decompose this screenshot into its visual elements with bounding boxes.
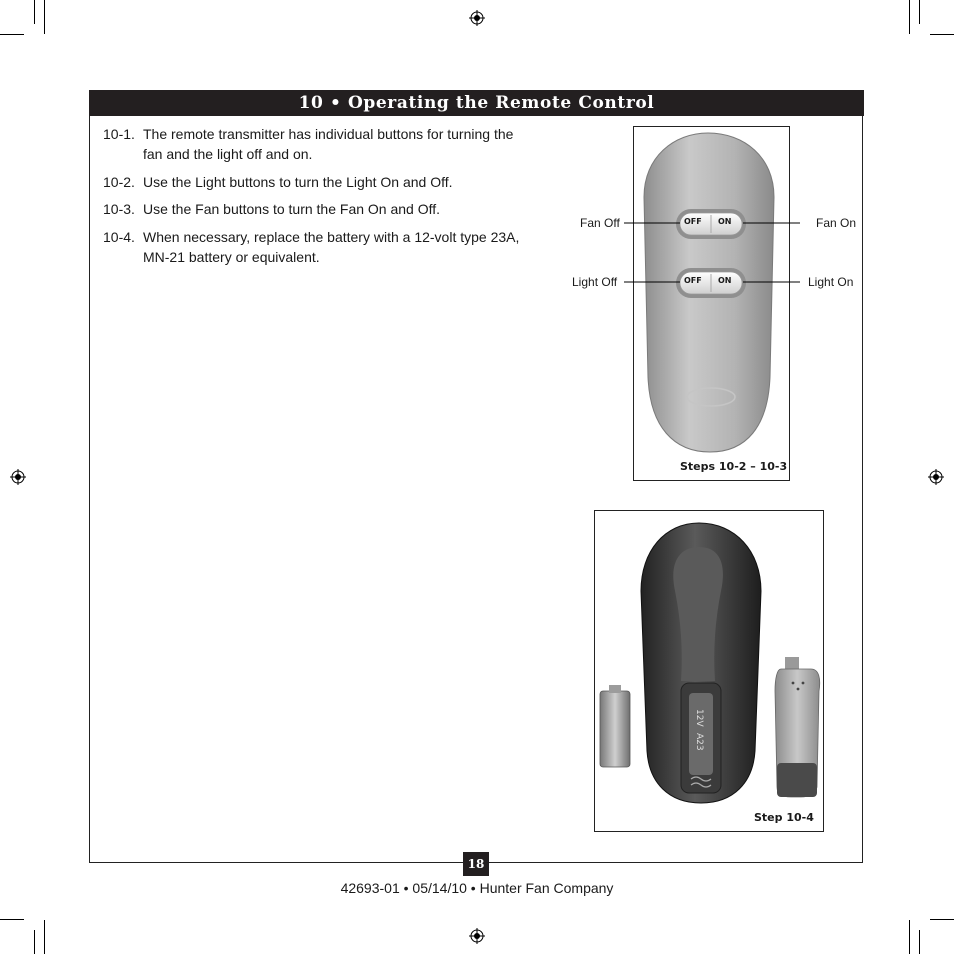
fan-on-button-label: ON — [718, 217, 732, 226]
step-number: 10-3. — [103, 201, 135, 217]
step-number: 10-1. — [103, 126, 135, 142]
registration-mark-icon — [469, 10, 485, 26]
registration-mark-icon — [928, 469, 944, 485]
step-10-4 — [103, 227, 543, 267]
figure-remote-back — [594, 510, 824, 832]
remote-back-illustration — [595, 511, 823, 831]
fan-off-button-label: OFF — [684, 217, 702, 226]
step-10-2 — [103, 172, 543, 192]
registration-mark-icon — [469, 928, 485, 944]
registration-mark-icon — [10, 469, 26, 485]
light-on-label: Light On — [808, 275, 854, 289]
fan-on-label: Fan On — [816, 216, 857, 230]
step-text-line: Use the Fan buttons to turn the Fan On and Off. — [143, 201, 441, 217]
light-on-button-label: ON — [718, 276, 732, 285]
light-off-button-label: OFF — [684, 276, 702, 285]
step-10-1 — [103, 124, 543, 164]
battery-type-text: A23 — [694, 733, 704, 751]
step-number: 10-4. — [103, 229, 135, 245]
step-text-line: Use the Light buttons to turn the Light On and Off. — [143, 174, 453, 190]
footer-text: 42693-01 • 05/14/10 • Hunter Fan Company — [340, 880, 614, 896]
section-title: 10 • Operating the Remote Control — [89, 90, 864, 116]
step-text-line: fan and the light off and on. — [143, 146, 313, 162]
light-off-label: Light Off — [572, 275, 618, 289]
fan-off-label: Fan Off — [580, 216, 620, 230]
remote-front-illustration — [634, 127, 789, 480]
page-number: 18 — [463, 852, 489, 876]
step-text-line: The remote transmitter has individual buttons for turning the — [143, 126, 514, 142]
figure-caption: Steps 10-2 – 10-3 — [680, 460, 788, 473]
battery-voltage-text: 12V — [694, 709, 704, 727]
callout-lines — [620, 210, 805, 290]
step-text-line: MN-21 battery or equivalent. — [143, 249, 320, 265]
figure-remote-front — [633, 126, 790, 481]
step-10-3 — [103, 199, 543, 219]
step-number: 10-2. — [103, 174, 135, 190]
step-text-line: When necessary, replace the battery with a 12-volt type 23A, — [143, 229, 520, 245]
figure-caption: Step 10-4 — [754, 811, 814, 824]
